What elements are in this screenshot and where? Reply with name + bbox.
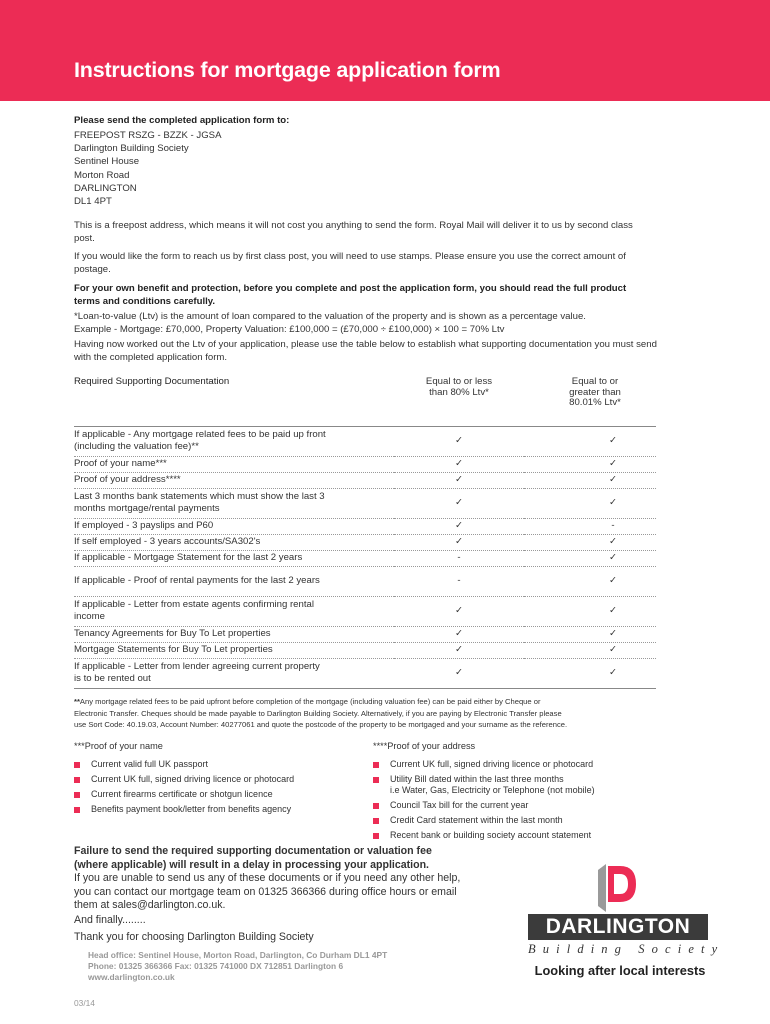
- cell-ltv-80: ✓: [394, 596, 524, 626]
- header-banner: [0, 0, 770, 101]
- first-class-paragraph: If you would like the form to reach us by first class post, you will need to use stamps. Please ensure you use the correct amount of postage.: [74, 251, 626, 275]
- row-label: If applicable - Mortgage Statement for the last 2 years: [74, 550, 394, 566]
- table-row: [74, 596, 656, 626]
- failure-line: If you are unable to send us any of these documents or if you need any other help,: [74, 872, 461, 884]
- supporting-documentation-table: [74, 377, 656, 689]
- row-label: Last 3 months bank statements which must show the last 3 months mortgage/rental payments: [74, 488, 394, 518]
- table-row: [74, 658, 656, 688]
- table-row: [74, 488, 656, 518]
- list-item: Benefits payment book/letter from benefits agency: [74, 804, 334, 815]
- proof-of-address-section: [373, 740, 673, 841]
- row-label: Tenancy Agreements for Buy To Let properties: [74, 626, 394, 642]
- cell-ltv-80: -: [394, 566, 524, 596]
- head-office-line: Head office: Sentinel House, Morton Road, Darlington, Co Durham DL1 4PT: [88, 950, 388, 960]
- cell-ltv-80: -: [394, 550, 524, 566]
- table-row: [74, 626, 656, 642]
- cell-ltv-over-80: ✓: [524, 426, 656, 456]
- address-line: FREEPOST RSZG - BZZK - JGSA: [74, 130, 222, 141]
- row-label: If employed - 3 payslips and P60: [74, 518, 394, 534]
- failure-line: (where applicable) will result in a delay in processing your application.: [74, 858, 429, 871]
- cell-ltv-80: ✓: [394, 488, 524, 518]
- list-item: Recent bank or building society account statement: [373, 830, 673, 841]
- column-header: Required Supporting Documentation: [74, 377, 394, 426]
- cell-ltv-over-80: -: [524, 518, 656, 534]
- failure-line: Failure to send the required supporting documentation or valuation fee: [74, 845, 432, 857]
- row-label: If applicable - Any mortgage related fees to be paid up front (including the valuation fee)**: [74, 426, 394, 456]
- column-header: Equal to or less than 80% Ltv*: [394, 377, 524, 426]
- logo-wordmark: DARLINGTON: [528, 914, 708, 940]
- freepost-address: [74, 129, 221, 208]
- cell-ltv-over-80: ✓: [524, 596, 656, 626]
- row-label: If applicable - Proof of rental payments for the last 2 years: [74, 566, 394, 596]
- address-line: Sentinel House: [74, 156, 140, 168]
- cell-ltv-over-80: ✓: [524, 566, 656, 596]
- utility-sub-note: i.e Water, Gas, Electricity or Telephone (not mobile): [390, 785, 595, 795]
- table-row: [74, 472, 656, 488]
- cell-ltv-over-80: ✓: [524, 658, 656, 688]
- head-office-line: www.darlington.co.uk: [88, 971, 175, 982]
- head-office-line: Phone: 01325 366366 Fax: 01325 741000 DX 712851 Darlington 6: [88, 960, 344, 971]
- table-header-row: [74, 377, 656, 426]
- cell-ltv-80: ✓: [394, 472, 524, 488]
- fees-footnote: [74, 696, 714, 731]
- cell-ltv-80: ✓: [394, 626, 524, 642]
- cell-ltv-80: ✓: [394, 426, 524, 456]
- cell-ltv-80: ✓: [394, 456, 524, 472]
- ltv-definition: *Loan-to-value (Ltv) is the amount of loan compared to the valuation of the property and is shown as a percentage value.: [74, 311, 586, 322]
- send-to-heading: Please send the completed application form to:: [74, 115, 290, 126]
- row-label: If applicable - Letter from lender agreeing current property is to be rented out: [74, 658, 394, 688]
- list-item: Current valid full UK passport: [74, 759, 334, 770]
- cell-ltv-80: ✓: [394, 518, 524, 534]
- address-line: Darlington Building Society: [74, 143, 189, 155]
- table-row: [74, 534, 656, 550]
- footnote-line: Any mortgage related fees to be paid upfront before completion of the mortgage (including valuation fee) can be paid either by Cheque or: [79, 697, 541, 706]
- cell-ltv-over-80: ✓: [524, 456, 656, 472]
- footnote-line: use Sort Code: 40.19.03, Account Number: 40277061 and quote the postcode of the property to be mortgaged and your surname as the reference.: [74, 720, 568, 729]
- cell-ltv-over-80: ✓: [524, 626, 656, 642]
- row-label: Proof of your address****: [74, 472, 394, 488]
- and-finally: And finally........: [74, 914, 146, 926]
- darlington-logo: [514, 862, 720, 982]
- address-line: DARLINGTON: [74, 182, 137, 194]
- list-item: Utility Bill dated within the last three months: [373, 774, 673, 785]
- list-item: Current UK full, signed driving licence or photocard: [74, 774, 334, 785]
- list-item: Current firearms certificate or shotgun licence: [74, 789, 334, 800]
- list-item: Council Tax bill for the current year: [373, 800, 673, 811]
- table-row: [74, 518, 656, 534]
- failure-line: you can contact our mortgage team on 01325 366366 during office hours or email: [74, 885, 457, 898]
- list-item: Credit Card statement within the last month: [373, 815, 673, 826]
- cell-ltv-over-80: ✓: [524, 642, 656, 658]
- list-item: Current UK full, signed driving licence or photocard: [373, 759, 673, 770]
- table-row: [74, 566, 656, 596]
- ltv-example: Example - Mortgage: £70,000, Property Valuation: £100,000 = (£70,000 ÷ £100,000) × 100 = 70% Ltv: [74, 324, 505, 335]
- cell-ltv-80: ✓: [394, 534, 524, 550]
- proof-address-heading: ****Proof of your address: [373, 741, 476, 751]
- ltv-instruction: Having now worked out the Ltv of your application, please use the table below to establish what supporting documentation you must send with the completed application form.: [74, 339, 657, 363]
- logo-d-mark-icon: [594, 862, 640, 914]
- row-label: If applicable - Letter from estate agents confirming rental income: [74, 596, 394, 626]
- date-code: 03/14: [74, 998, 95, 1008]
- logo-tagline: Looking after local interests: [534, 963, 706, 978]
- cell-ltv-over-80: ✓: [524, 550, 656, 566]
- failure-line: them at sales@darlington.co.uk.: [74, 899, 226, 911]
- head-office-details: [88, 950, 488, 982]
- table-row: [74, 426, 656, 456]
- footnote-marker: **: [74, 697, 80, 706]
- page-title: Instructions for mortgage application form: [74, 58, 501, 82]
- cell-ltv-80: ✓: [394, 658, 524, 688]
- table-row: [74, 550, 656, 566]
- proof-name-heading: ***Proof of your name: [74, 741, 163, 751]
- row-label: If self employed - 3 years accounts/SA302's: [74, 534, 394, 550]
- row-label: Mortgage Statements for Buy To Let properties: [74, 642, 394, 658]
- failure-notice: [74, 845, 494, 913]
- address-line: DL1 4PT: [74, 196, 112, 208]
- table-row: [74, 456, 656, 472]
- logo-subtitle: B u i l d i n g S o c i e t y: [528, 942, 720, 956]
- terms-warning: For your own benefit and protection, before you complete and post the application form, you should read the full product terms and conditions carefully.: [74, 283, 627, 307]
- thank-you: Thank you for choosing Darlington Building Society: [74, 931, 314, 943]
- cell-ltv-over-80: ✓: [524, 472, 656, 488]
- row-label: Proof of your name***: [74, 456, 394, 472]
- address-line: Morton Road: [74, 169, 130, 181]
- column-header: Equal to or greater than 80.01% Ltv*: [524, 377, 656, 426]
- footnote-line: Electronic Transfer. Cheques should be made payable to Darlington Building Society. Alternatively, if you are paying by Electronic Transfer please: [74, 708, 562, 718]
- cell-ltv-80: ✓: [394, 642, 524, 658]
- cell-ltv-over-80: ✓: [524, 488, 656, 518]
- table-row: [74, 642, 656, 658]
- freepost-paragraph: This is a freepost address, which means it will not cost you anything to send the form. Royal Mail will deliver it to us by second class post.: [74, 220, 633, 244]
- proof-of-name-section: [74, 740, 334, 815]
- cell-ltv-over-80: ✓: [524, 534, 656, 550]
